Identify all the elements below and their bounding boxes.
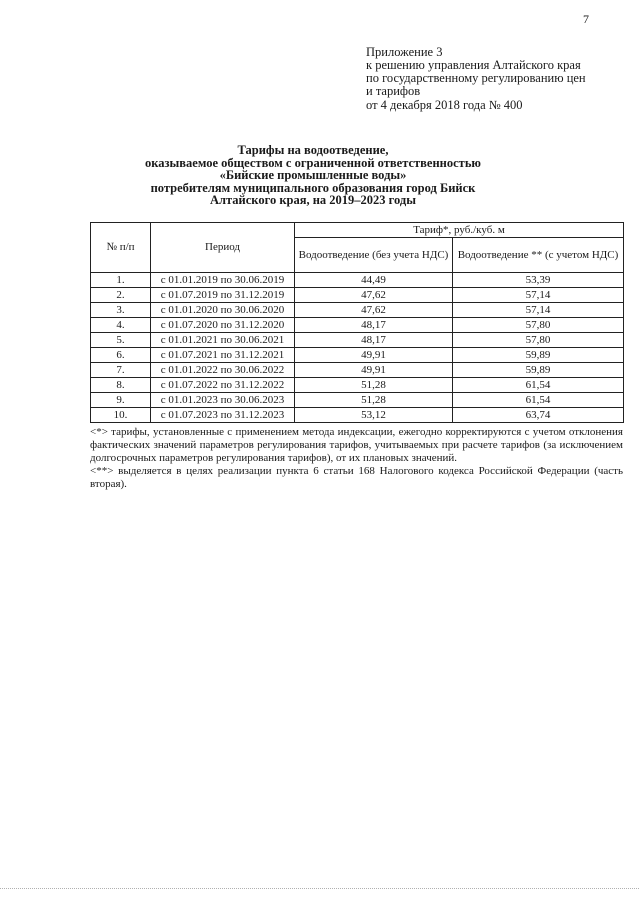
footnotes-block bbox=[90, 426, 623, 491]
table-row bbox=[91, 393, 624, 408]
row-with-vat: 57,80 bbox=[453, 318, 624, 333]
row-num: 7. bbox=[91, 363, 151, 378]
appendix-line: по государственному регулированию цен bbox=[366, 71, 586, 85]
row-with-vat: 53,39 bbox=[453, 273, 624, 288]
row-period: с 01.01.2020 по 30.06.2020 bbox=[151, 303, 295, 318]
title-line: оказываемое обществом с ограниченной ответственностью bbox=[145, 155, 481, 170]
row-without-vat: 44,49 bbox=[295, 273, 453, 288]
header-tariff-group: Тариф*, руб./куб. м bbox=[295, 223, 624, 238]
row-num: 5. bbox=[91, 333, 151, 348]
row-with-vat: 61,54 bbox=[453, 393, 624, 408]
row-with-vat: 59,89 bbox=[453, 363, 624, 378]
table-row bbox=[91, 378, 624, 393]
tariffs-table bbox=[90, 222, 624, 423]
header-with-vat: Водоотведение ** (с учетом НДС) bbox=[453, 238, 624, 273]
table-row bbox=[91, 273, 624, 288]
row-num: 4. bbox=[91, 318, 151, 333]
table-row bbox=[91, 363, 624, 378]
title-line: Тарифы на водоотведение, bbox=[237, 143, 389, 157]
table-row bbox=[91, 303, 624, 318]
table-row bbox=[91, 408, 624, 423]
row-period: с 01.01.2019 по 30.06.2019 bbox=[151, 273, 295, 288]
table-row bbox=[91, 348, 624, 363]
row-with-vat: 57,14 bbox=[453, 303, 624, 318]
row-period: с 01.01.2023 по 30.06.2023 bbox=[151, 393, 295, 408]
row-period: с 01.07.2022 по 31.12.2022 bbox=[151, 378, 295, 393]
appendix-line: Приложение 3 bbox=[366, 45, 443, 59]
row-num: 3. bbox=[91, 303, 151, 318]
table-row bbox=[91, 288, 624, 303]
title-line: Алтайского края, на 2019–2023 годы bbox=[209, 193, 417, 208]
table-row bbox=[91, 318, 624, 333]
row-with-vat: 61,54 bbox=[453, 378, 624, 393]
row-period: с 01.01.2022 по 30.06.2022 bbox=[151, 363, 295, 378]
row-without-vat: 48,17 bbox=[295, 333, 453, 348]
row-without-vat: 47,62 bbox=[295, 288, 453, 303]
appendix-line: и тарифов bbox=[366, 84, 421, 98]
header-without-vat: Водоотведение (без учета НДС) bbox=[295, 238, 453, 273]
header-period: Период bbox=[151, 223, 295, 273]
row-period: с 01.07.2021 по 31.12.2021 bbox=[151, 348, 295, 363]
row-num: 10. bbox=[91, 408, 151, 423]
row-without-vat: 47,62 bbox=[295, 303, 453, 318]
row-num: 1. bbox=[91, 273, 151, 288]
appendix-line: к решению управления Алтайского края bbox=[366, 58, 581, 72]
footnote-2: <**> выделяется в целях реализации пункта 6 статьи 168 Налогового кодекса Российской Федерации (часть вторая). bbox=[90, 465, 623, 490]
row-period: с 01.07.2019 по 31.12.2019 bbox=[151, 288, 295, 303]
row-with-vat: 57,80 bbox=[453, 333, 624, 348]
header-num: № п/п bbox=[91, 223, 151, 273]
row-with-vat: 57,14 bbox=[453, 288, 624, 303]
page-number: 7 bbox=[583, 12, 589, 26]
row-without-vat: 48,17 bbox=[295, 318, 453, 333]
row-period: с 01.01.2021 по 30.06.2021 bbox=[151, 333, 295, 348]
row-period: с 01.07.2023 по 31.12.2023 bbox=[151, 408, 295, 423]
row-without-vat: 49,91 bbox=[295, 363, 453, 378]
title-line: «Бийские промышленные воды» bbox=[219, 168, 407, 183]
row-num: 8. bbox=[91, 378, 151, 393]
appendix-block bbox=[366, 46, 586, 112]
row-without-vat: 53,12 bbox=[295, 408, 453, 423]
appendix-date: от 4 декабря 2018 года № 400 bbox=[366, 98, 523, 112]
row-without-vat: 51,28 bbox=[295, 393, 453, 408]
footnote-1: <*> тарифы, установленные с применением метода индексации, ежегодно корректируются с учетом отклонения фактических значений параметров регулирования тарифов, учитываемых при расчете тарифов (за исключением долгосрочных параметров регулирования тарифов), от их плановых значений. bbox=[90, 426, 623, 464]
row-with-vat: 59,89 bbox=[453, 348, 624, 363]
table-header-row bbox=[91, 223, 624, 238]
row-num: 9. bbox=[91, 393, 151, 408]
row-num: 6. bbox=[91, 348, 151, 363]
row-with-vat: 63,74 bbox=[453, 408, 624, 423]
row-num: 2. bbox=[91, 288, 151, 303]
row-without-vat: 51,28 bbox=[295, 378, 453, 393]
page-bottom-divider bbox=[0, 888, 639, 889]
document-title bbox=[90, 144, 536, 207]
table-row bbox=[91, 333, 624, 348]
row-period: с 01.07.2020 по 31.12.2020 bbox=[151, 318, 295, 333]
title-line: потребителям муниципального образования город Бийск bbox=[150, 180, 476, 195]
row-without-vat: 49,91 bbox=[295, 348, 453, 363]
